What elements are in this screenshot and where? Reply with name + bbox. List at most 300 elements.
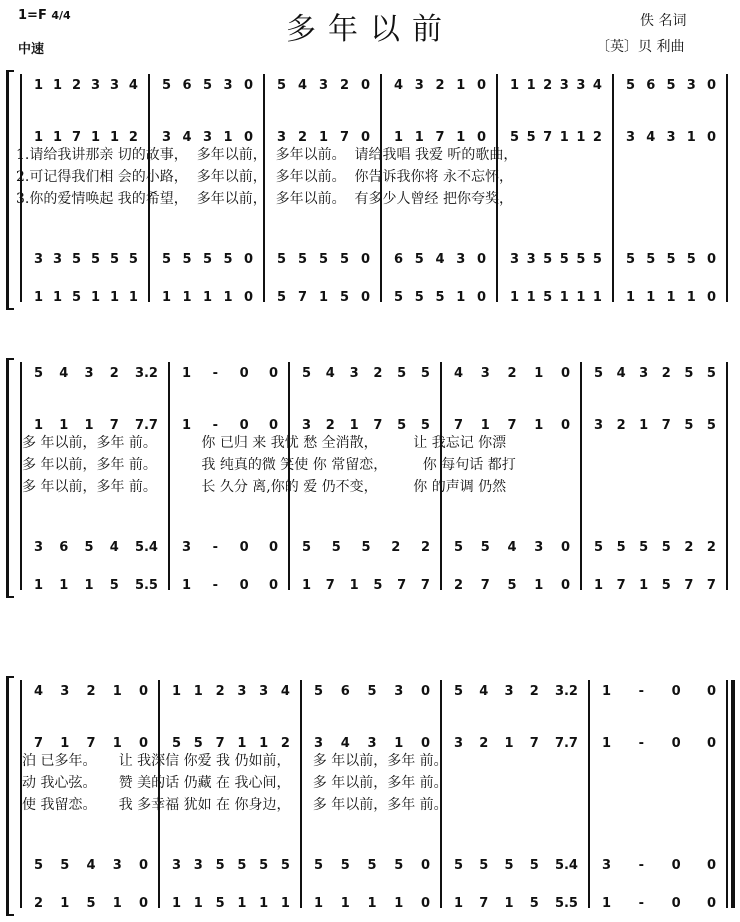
note: - — [212, 417, 219, 433]
note: 4 — [86, 857, 96, 873]
note: 5 — [361, 539, 371, 555]
note: 5 — [526, 129, 536, 145]
note: 1 — [414, 129, 424, 145]
note: 3 — [534, 539, 544, 555]
note: 5 — [414, 251, 424, 267]
note: 5 — [454, 683, 464, 699]
note: 1 — [456, 129, 466, 145]
note: 5 — [302, 539, 312, 555]
note: 1 — [559, 289, 569, 305]
note: 2 — [479, 735, 489, 751]
note: 5 — [318, 251, 329, 267]
note: 5 — [277, 251, 287, 267]
note: 5 — [202, 77, 213, 93]
note: 0 — [560, 539, 570, 555]
note: 4 — [340, 735, 350, 751]
note: 1 — [340, 895, 350, 911]
note: 7 — [397, 577, 407, 593]
note: 1 — [52, 129, 63, 145]
note: 4 — [109, 539, 119, 555]
note: 5.4 — [134, 539, 158, 555]
note: 4 — [435, 251, 445, 267]
measure — [162, 248, 253, 270]
lyricist-credit: 佚 名词 — [640, 13, 687, 29]
voice-row — [0, 854, 740, 876]
note: 3 — [318, 77, 329, 93]
note: 0 — [239, 577, 249, 593]
note: 1 — [646, 289, 656, 305]
measure — [394, 248, 486, 270]
note: 7 — [109, 417, 119, 433]
note: 2 — [339, 77, 349, 93]
note: 0 — [360, 77, 370, 93]
note: 4 — [280, 683, 290, 699]
note: 0 — [476, 289, 486, 305]
measure — [594, 414, 716, 436]
note: 5 — [543, 289, 553, 305]
note: 5 — [90, 251, 100, 267]
note: 5 — [277, 77, 287, 93]
measure — [302, 536, 430, 558]
measure — [626, 248, 716, 270]
note: 5 — [339, 289, 349, 305]
note: 5 — [420, 417, 430, 433]
note: 3 — [314, 735, 324, 751]
voice-row — [0, 574, 740, 596]
note: 7.7 — [134, 417, 158, 433]
measure — [277, 286, 370, 308]
note: 3 — [602, 857, 612, 873]
note: 4 — [59, 365, 69, 381]
note: 3 — [202, 129, 213, 145]
note: 5 — [340, 857, 350, 873]
measure — [34, 854, 148, 876]
note: 0 — [239, 365, 249, 381]
note: 2 — [661, 365, 671, 381]
measure — [594, 362, 716, 384]
measure — [594, 574, 716, 596]
note: 5 — [215, 857, 225, 873]
note: 0 — [138, 735, 148, 751]
lyric-line: 使 我留恋。 我 多幸福 犹如 在 你身边， 多 年以前，多年 前。 — [22, 797, 448, 813]
score-system — [0, 358, 740, 598]
note: 2 — [128, 129, 138, 145]
note: 4 — [507, 539, 517, 555]
note: 4 — [34, 683, 44, 699]
note: 5 — [71, 289, 82, 305]
note: 1 — [52, 289, 63, 305]
note: 5 — [34, 365, 44, 381]
note: 0 — [706, 735, 716, 751]
note: 3 — [52, 251, 63, 267]
note: 5 — [280, 857, 290, 873]
measure — [162, 286, 253, 308]
note: 1 — [602, 895, 612, 911]
measure — [602, 892, 716, 914]
note: 2 — [420, 539, 430, 555]
note: 1 — [592, 289, 602, 305]
voice-row — [0, 74, 740, 96]
note: 0 — [138, 895, 148, 911]
note: 5 — [504, 857, 514, 873]
note: 0 — [243, 251, 253, 267]
note: 5 — [215, 895, 225, 911]
note: 2 — [684, 539, 694, 555]
note: 5 — [84, 539, 94, 555]
note: 3 — [34, 251, 44, 267]
note: 1 — [259, 735, 269, 751]
note: 7 — [215, 735, 225, 751]
note: 5 — [706, 417, 716, 433]
note: 5 — [182, 251, 192, 267]
note: 0 — [420, 895, 430, 911]
note: 2 — [297, 129, 308, 145]
note: 3 — [686, 77, 696, 93]
note: 1 — [237, 735, 247, 751]
note: 1 — [193, 683, 203, 699]
note: 5.5 — [554, 895, 578, 911]
note: 1 — [480, 417, 490, 433]
note: 3 — [172, 857, 182, 873]
note: 7 — [529, 735, 539, 751]
note: 4 — [182, 129, 192, 145]
note: 3 — [666, 129, 676, 145]
note: 5 — [109, 577, 119, 593]
measure — [454, 854, 578, 876]
note: 3 — [349, 365, 359, 381]
measure — [34, 680, 148, 702]
note: 5 — [576, 251, 586, 267]
note: 1 — [594, 577, 604, 593]
note: 3 — [526, 251, 536, 267]
note: 5 — [60, 857, 70, 873]
lyric-line: 3.你的爱情唤起 我的希望， 多年以前， 多年以前。 有多少人曾经 把你夸奖， — [16, 191, 513, 207]
note: 0 — [671, 857, 681, 873]
note: 1 — [34, 289, 44, 305]
note: 0 — [420, 735, 430, 751]
note: 1 — [576, 289, 586, 305]
note: 2 — [71, 77, 82, 93]
measure — [626, 74, 716, 96]
measure — [394, 74, 486, 96]
note: 1 — [112, 895, 122, 911]
note: 0 — [360, 251, 370, 267]
lyric-line: 多 年以前，多年 前。 长 久分 离,你的 爱 仍不变， 你 的声调 仍然 — [22, 479, 507, 495]
note: 3 — [182, 539, 192, 555]
note: 7 — [479, 895, 489, 911]
note: 5 — [666, 251, 676, 267]
note: 5 — [594, 365, 604, 381]
note: 1 — [349, 577, 359, 593]
note: - — [638, 683, 645, 699]
note: 5 — [172, 735, 182, 751]
note: 3 — [510, 251, 520, 267]
measure — [34, 286, 138, 308]
note: 0 — [268, 417, 278, 433]
note: 5 — [34, 857, 44, 873]
note: 5 — [626, 251, 636, 267]
song-title: 多年以前 — [286, 12, 454, 47]
voice-row — [0, 248, 740, 270]
note: 1 — [576, 129, 586, 145]
measure — [34, 362, 158, 384]
note: 1 — [510, 77, 520, 93]
note: 5 — [414, 289, 424, 305]
note: 2 — [706, 539, 716, 555]
note: 4 — [394, 77, 404, 93]
note: 7 — [507, 417, 517, 433]
note: 3 — [237, 683, 247, 699]
note: 3 — [504, 683, 514, 699]
measure — [314, 892, 430, 914]
note: 1 — [223, 129, 233, 145]
note: 7 — [325, 577, 335, 593]
note: 1 — [112, 683, 122, 699]
note: 1 — [59, 577, 69, 593]
note: 2 — [391, 539, 401, 555]
measure — [34, 574, 158, 596]
measure — [314, 854, 430, 876]
measure — [182, 536, 278, 558]
note: 1 — [182, 417, 192, 433]
note: 0 — [476, 251, 486, 267]
measure — [594, 536, 716, 558]
measure — [454, 536, 570, 558]
note: 6 — [646, 77, 656, 93]
note: 4 — [616, 365, 626, 381]
note: 5 — [480, 539, 490, 555]
note: 1 — [202, 289, 213, 305]
measure — [182, 362, 278, 384]
note: 3 — [193, 857, 203, 873]
note: 5 — [507, 577, 517, 593]
note: 1 — [59, 417, 69, 433]
note: 5 — [661, 577, 671, 593]
note: 5 — [454, 539, 464, 555]
note: 5 — [71, 251, 82, 267]
measure — [34, 892, 148, 914]
note: 3 — [454, 735, 464, 751]
measure — [34, 536, 158, 558]
note: 7 — [706, 577, 716, 593]
note: 7 — [480, 577, 490, 593]
note: 1 — [526, 289, 536, 305]
note: 4 — [454, 365, 464, 381]
note: 5 — [202, 251, 213, 267]
note: 5 — [420, 365, 430, 381]
note: 1 — [559, 129, 569, 145]
note: 5 — [277, 289, 287, 305]
note: 2 — [280, 735, 290, 751]
note: 1 — [686, 129, 696, 145]
note: 2 — [435, 77, 445, 93]
note: 7 — [86, 735, 96, 751]
note: 2 — [543, 77, 553, 93]
measure — [510, 286, 602, 308]
measure — [510, 248, 602, 270]
note: 3 — [90, 77, 100, 93]
note: 1 — [182, 289, 192, 305]
note: 3 — [162, 129, 172, 145]
measure — [626, 286, 716, 308]
note: 1 — [109, 129, 119, 145]
note: 0 — [239, 539, 249, 555]
measure — [182, 574, 278, 596]
note: 5 — [559, 251, 569, 267]
note: 1 — [394, 895, 404, 911]
score-system — [0, 70, 740, 310]
note: 5 — [510, 129, 520, 145]
measure — [602, 680, 716, 702]
measure — [626, 126, 716, 148]
note: 1 — [237, 895, 247, 911]
note: 1 — [318, 129, 329, 145]
measure — [277, 248, 370, 270]
note: 3 — [394, 683, 404, 699]
note: - — [212, 577, 219, 593]
note: 3 — [559, 77, 569, 93]
note: 5 — [367, 683, 377, 699]
note: 2 — [215, 683, 225, 699]
note: 1 — [182, 577, 192, 593]
note: 1 — [172, 683, 182, 699]
measure — [454, 362, 570, 384]
note: 7 — [684, 577, 694, 593]
note: 1 — [534, 417, 544, 433]
measure — [302, 362, 430, 384]
note: 5 — [128, 251, 138, 267]
note: 0 — [420, 683, 430, 699]
measure — [602, 732, 716, 754]
voice-row — [0, 892, 740, 914]
note: 3 — [302, 417, 312, 433]
measure — [510, 126, 602, 148]
note: 0 — [476, 77, 486, 93]
note: 4 — [297, 77, 308, 93]
note: 2 — [507, 365, 517, 381]
note: 4 — [479, 683, 489, 699]
note: 5 — [162, 77, 172, 93]
note: 1 — [182, 365, 192, 381]
note: 1 — [454, 895, 464, 911]
lyric-line: 多 年以前，多年 前。 我 纯真的微 笑使 你 常留恋， 你 每句话 都打 — [22, 457, 516, 473]
note: 2 — [616, 417, 626, 433]
note: 7 — [420, 577, 430, 593]
note: - — [638, 895, 645, 911]
note: 5 — [237, 857, 247, 873]
note: 0 — [243, 289, 253, 305]
note: 0 — [138, 857, 148, 873]
lyric-line: 动 我心弦。 赞 美的话 仍藏 在 我心间， 多 年以前，多年 前。 — [22, 775, 448, 791]
note: 1 — [52, 77, 63, 93]
note: 1 — [90, 129, 100, 145]
note: 5 — [373, 577, 383, 593]
note: 7.7 — [554, 735, 578, 751]
tempo-marking: 中速 — [18, 42, 45, 57]
note: 1 — [456, 77, 466, 93]
note: 3 — [84, 365, 94, 381]
note: 1 — [60, 895, 70, 911]
note: 1 — [504, 895, 514, 911]
measure — [34, 74, 138, 96]
note: 0 — [420, 857, 430, 873]
note: 0 — [706, 129, 716, 145]
note: 1 — [367, 895, 377, 911]
note: 0 — [239, 417, 249, 433]
voice-row — [0, 286, 740, 308]
note: 5 — [479, 857, 489, 873]
note: 1 — [128, 289, 138, 305]
measure — [454, 732, 578, 754]
measure — [454, 892, 578, 914]
note: 3 — [60, 683, 70, 699]
note: 4 — [592, 77, 602, 93]
system-bracket — [6, 358, 14, 598]
lyric-line: 1.请给我讲那亲 切的故事， 多年以前， 多年以前。 请给我唱 我爱 听的歌曲， — [16, 147, 518, 163]
note: 5 — [435, 289, 445, 305]
note: 1 — [259, 895, 269, 911]
note: 1 — [686, 289, 696, 305]
measure — [510, 74, 602, 96]
note: 0 — [243, 129, 253, 145]
note: 7 — [297, 289, 308, 305]
note: 7 — [373, 417, 383, 433]
note: 5 — [616, 539, 626, 555]
note: 2 — [592, 129, 602, 145]
note: 1 — [193, 895, 203, 911]
note: 6 — [59, 539, 69, 555]
note: 4 — [128, 77, 138, 93]
note: 0 — [268, 365, 278, 381]
note: 0 — [706, 77, 716, 93]
note: 0 — [268, 577, 278, 593]
note: 1 — [456, 289, 466, 305]
note: 1 — [112, 735, 122, 751]
measure — [172, 680, 290, 702]
note: 6 — [182, 77, 192, 93]
note: 2 — [454, 577, 464, 593]
note: 5 — [706, 365, 716, 381]
measure — [314, 680, 430, 702]
measure — [454, 574, 570, 596]
note: 1 — [223, 289, 233, 305]
note: 1 — [394, 129, 404, 145]
note: 7 — [435, 129, 445, 145]
note: 1 — [90, 289, 100, 305]
note: 5 — [223, 251, 233, 267]
note: 5 — [193, 735, 203, 751]
note: 5 — [331, 539, 341, 555]
voice-row — [0, 362, 740, 384]
note: 1 — [172, 895, 182, 911]
note: 1 — [314, 895, 324, 911]
lyric-line: 泊 已多年。 让 我深信 你爱 我 仍如前， 多 年以前，多年 前。 — [22, 753, 448, 769]
note: 0 — [706, 683, 716, 699]
note: 0 — [706, 857, 716, 873]
note: 5 — [397, 365, 407, 381]
note: 7 — [661, 417, 671, 433]
note: 3 — [109, 77, 119, 93]
note: 2 — [373, 365, 383, 381]
note: 4 — [646, 129, 656, 145]
note: 5 — [529, 857, 539, 873]
note: 3 — [639, 365, 649, 381]
note: 3 — [456, 251, 466, 267]
note: 0 — [706, 251, 716, 267]
note: 7 — [339, 129, 349, 145]
note: 0 — [706, 895, 716, 911]
note: 1 — [34, 417, 44, 433]
